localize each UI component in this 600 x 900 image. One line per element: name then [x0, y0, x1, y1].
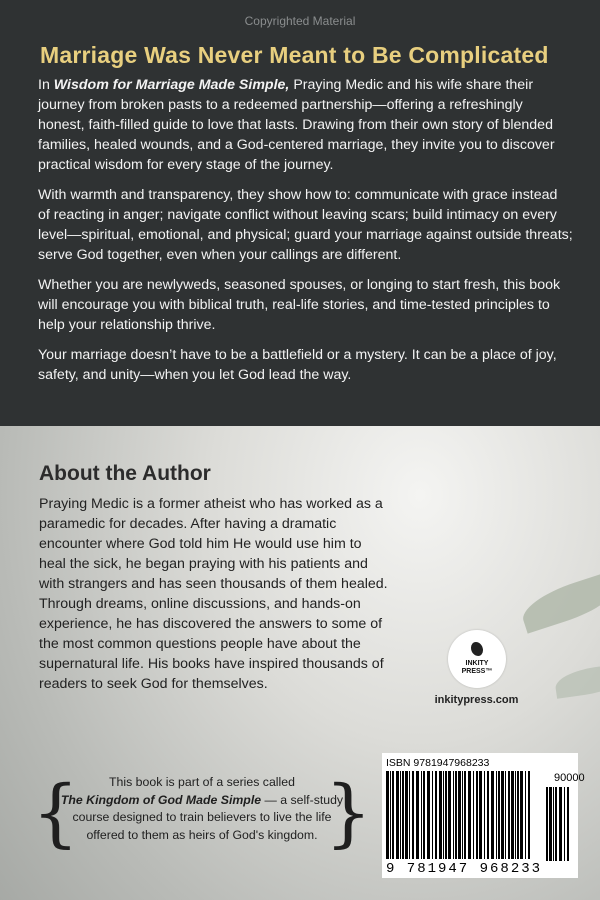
isbn-barcode-icon	[386, 771, 534, 859]
about-author-title: About the Author	[39, 462, 211, 485]
series-callout	[32, 770, 372, 856]
description-paragraph-1	[38, 75, 573, 175]
description-paragraph-4: Your marriage doesn’t have to be a battlefield or a mystery. It can be a place of joy, safety, and unity—when you let God lead the way.	[38, 347, 557, 383]
isbn-label: ISBN 9781947968233	[386, 757, 490, 769]
series-title: The Kingdom of God Made Simple	[60, 792, 262, 807]
description-paragraph-2: With warmth and transparency, they show how to: communicate with grace instead of reacting in anger; navigate conflict without leaving scars; build intimacy on every level—spiritual, emotional, and physical; guard your marriage against outside threats; serve God together, even when your callings are different.	[38, 187, 573, 263]
left-brace-icon: {	[32, 770, 80, 856]
barcode-panel	[382, 753, 585, 878]
p1-prefix: In	[38, 77, 54, 93]
price-barcode-icon	[546, 787, 572, 861]
description-paragraph-3: Whether you are newlyweds, seasoned spouses, or longing to start fresh, this book will encourage you with biblical truth, real-life stories, and time-tested principles to help your relationship thrive.	[38, 277, 561, 333]
watermark: Copyrighted Material	[244, 14, 356, 28]
series-text	[56, 774, 348, 844]
barcode-digits: 9 781947 968233	[386, 861, 543, 877]
right-brace-icon: }	[324, 770, 372, 856]
book-title: Wisdom for Marriage Made Simple,	[53, 77, 290, 93]
price-code: 90000	[554, 772, 585, 784]
p1-rest: Praying Medic and his wife share their journey from broken pasts to a redeemed partnership—offering a refreshingly honest, faith-filled guide to love that lasts. Drawing from their own story of blended families, healed wounds, and a God-centered marriage, they invite you to discover practical wisdom for every stage of the journey.	[38, 77, 555, 173]
book-description	[38, 75, 573, 395]
publisher-logo-text: INKITY PRESS™	[461, 660, 493, 675]
leaf-decoration-icon	[517, 570, 600, 633]
headline: Marriage Was Never Meant to Be Complicated	[40, 42, 549, 68]
publisher-logo	[448, 630, 506, 688]
description-panel	[0, 0, 600, 426]
publisher-url: inkitypress.com	[434, 694, 519, 706]
leaf-decoration-icon	[554, 663, 600, 698]
about-author-text: Praying Medic is a former atheist who has worked as a paramedic for decades. After having a dramatic encounter where God told him He would use him to heal the sick, he began praying with his patients and with strangers and has seen thousands of them healed. Through dreams, online discussions, and hands-on experience, he has discovered the answers to some of the most common questions people have about the supernatural life. His books have inspired thousands of readers to seek God for themselves.	[39, 496, 388, 692]
bird-icon	[471, 642, 483, 656]
series-rest: — a self-study course designed to train believers to live the life offered to them as heirs of God's kingdom.	[72, 792, 344, 842]
series-prefix: This book is part of a series called	[109, 775, 295, 789]
